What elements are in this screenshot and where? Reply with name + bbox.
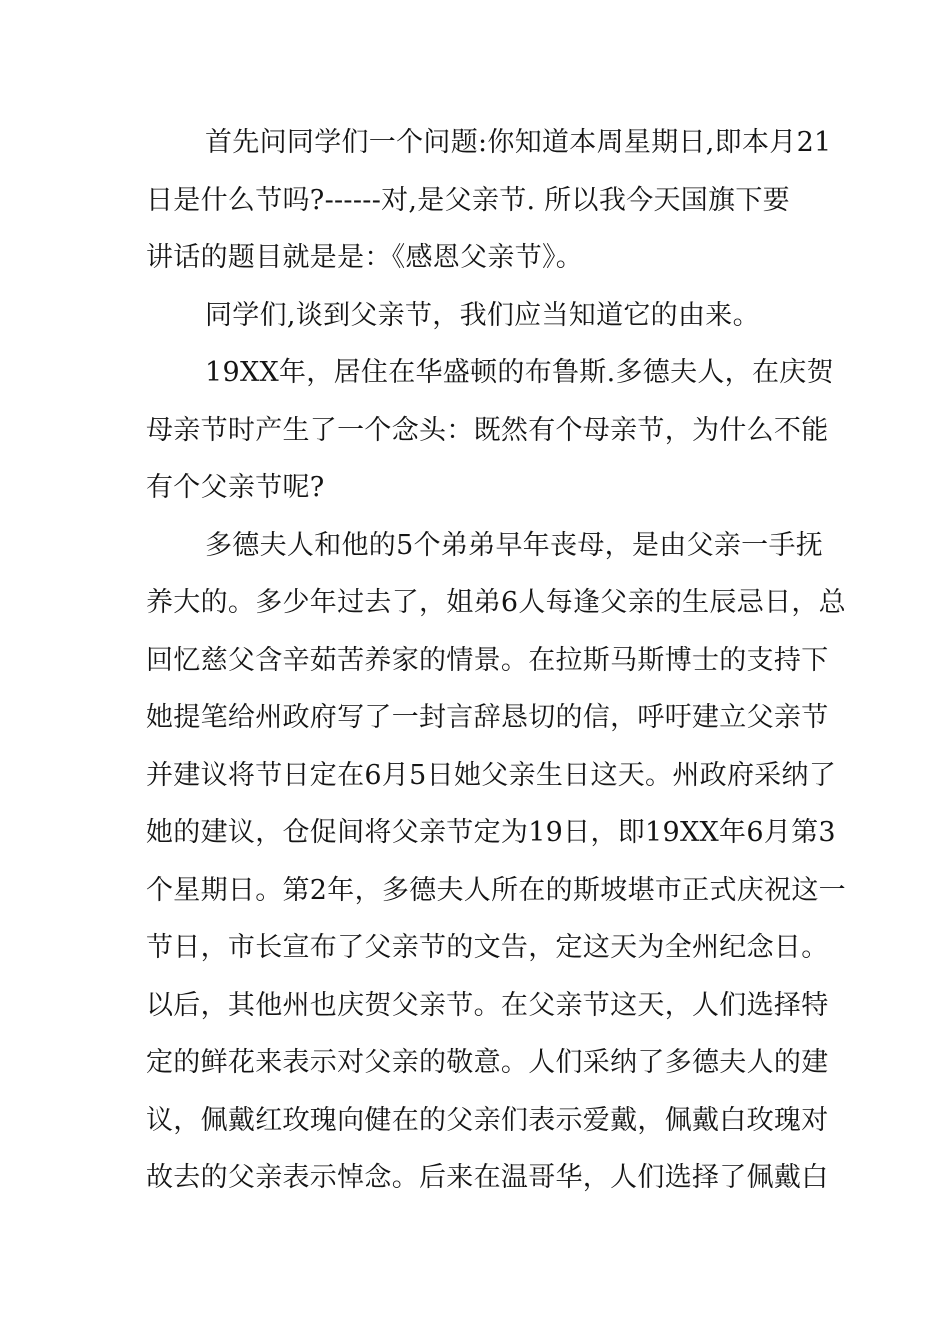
paragraph-4-line-12: 故去的父亲表示悼念。后来在温哥华，人们选择了佩戴白 <box>146 1162 829 1193</box>
paragraph-4-line-1: 多德夫人和他的5个弟弟早年丧母，是由父亲一手抚 <box>205 530 824 561</box>
paragraph-1-line-1: 首先问同学们一个问题:你知道本周星期日,即本月21 <box>205 127 832 158</box>
paragraph-3-line-1: 19XX年，居住在华盛顿的布鲁斯.多德夫人，在庆贺 <box>205 357 834 388</box>
paragraph-4-line-2: 养大的。多少年过去了，姐弟6人每逢父亲的生辰忌日，总 <box>146 587 846 618</box>
paragraph-4-line-4: 她提笔给州政府写了一封言辞恳切的信，呼吁建立父亲节 <box>146 702 829 733</box>
paragraph-4-line-8: 节日，市长宣布了父亲节的文告，定这天为全州纪念日。 <box>146 932 829 963</box>
paragraph-3-line-2: 母亲节时产生了一个念头：既然有个母亲节，为什么不能 <box>146 415 829 446</box>
paragraph-4-line-10: 定的鲜花来表示对父亲的敬意。人们采纳了多德夫人的建 <box>146 1047 829 1078</box>
paragraph-2-line-1: 同学们,谈到父亲节，我们应当知道它的由来。 <box>205 300 760 331</box>
paragraph-4-line-7: 个星期日。第2年，多德夫人所在的斯坡堪市正式庆祝这一 <box>146 875 846 906</box>
paragraph-4-line-11: 议，佩戴红玫瑰向健在的父亲们表示爱戴，佩戴白玫瑰对 <box>146 1105 829 1136</box>
paragraph-1-line-3: 讲话的题目就是是：《感恩父亲节》。 <box>146 242 584 273</box>
paragraph-4-line-6: 她的建议，仓促间将父亲节定为19日，即19XX年6月第3 <box>146 817 836 848</box>
paragraph-1-line-2: 日是什么节吗?------对,是父亲节. 所以我今天国旗下要 <box>146 185 790 216</box>
paragraph-4-line-5: 并建议将节日定在6月5日她父亲生日这天。州政府采纳了 <box>146 760 837 791</box>
paragraph-3-line-3: 有个父亲节呢? <box>146 472 325 503</box>
paragraph-4-line-3: 回忆慈父含辛茹苦养家的情景。在拉斯马斯博士的支持下 <box>146 645 829 676</box>
paragraph-4-line-9: 以后，其他州也庆贺父亲节。在父亲节这天，人们选择特 <box>146 990 829 1021</box>
